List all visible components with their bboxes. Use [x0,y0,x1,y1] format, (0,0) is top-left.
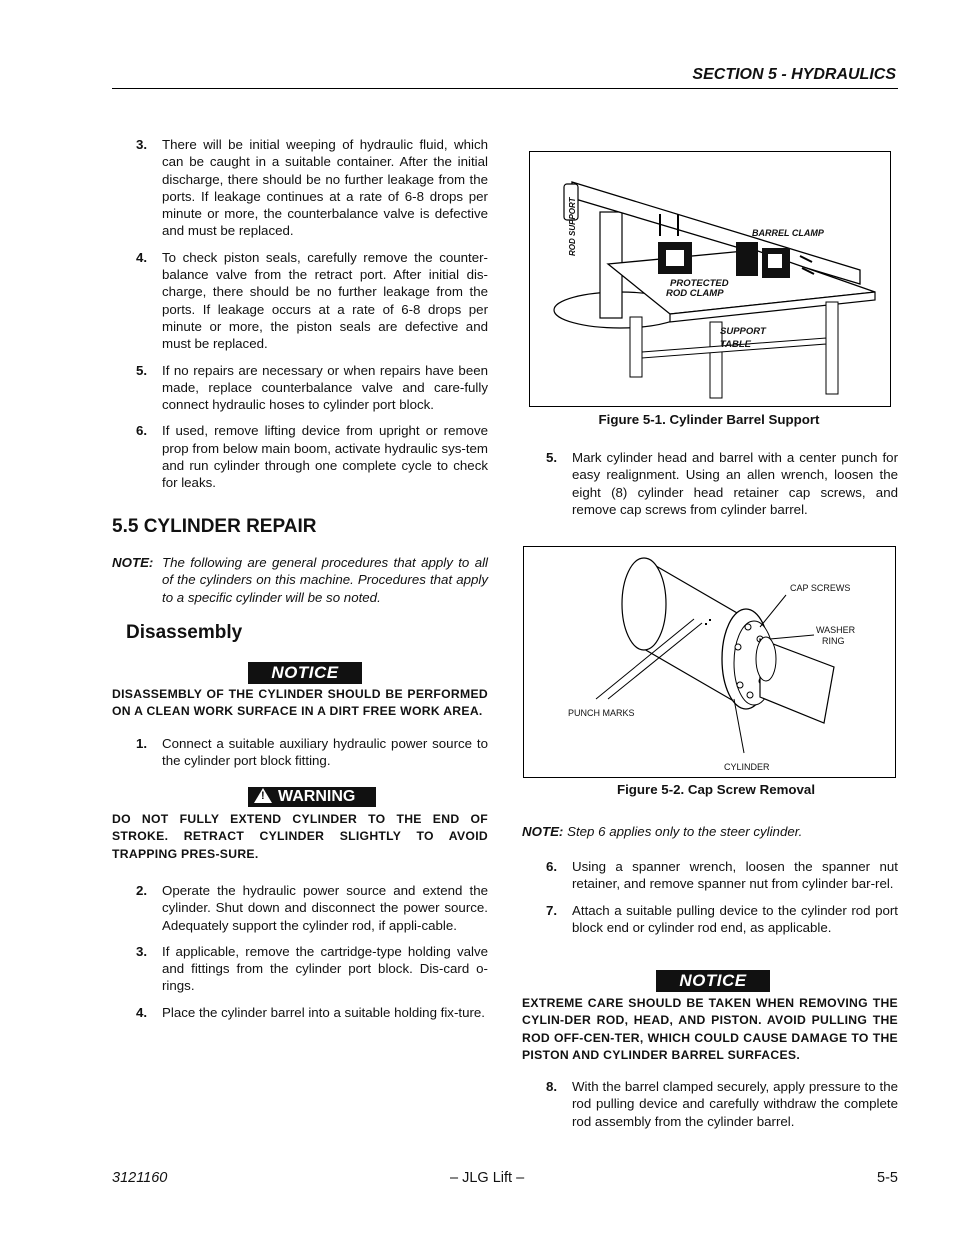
warning-icon: ! [254,788,272,803]
section-header-title: SECTION 5 - HYDRAULICS [692,66,896,83]
warning-badge [248,787,376,807]
cap-screws-label: CAP SCREWS [790,583,851,593]
table-label: TABLE [720,339,751,350]
note-text: The following are general procedures that apply to all of the cylinders on this machine. Procedures that apply to a specific cylinder will be so noted. [162,555,488,605]
note-block-right [522,823,898,840]
item-number: 2. [136,883,148,898]
rod-support-label: ROD SUPPORT [568,197,577,256]
item-number: 3. [136,137,148,152]
list-item [522,858,898,893]
footer-page-number: 5-5 [877,1170,898,1186]
list-item [112,362,488,414]
figure-5-2-caption: Figure 5-2. Cap Screw Removal [616,782,816,797]
list-item [112,422,488,491]
washer-label: WASHER [816,625,856,635]
item-text: To check piston seals, carefully remove the counter-balance valve from the retract port. After initial dis-charge, there should be no further leakage from the ports. If leakage occurs at a rate of 6-8 drops per minute or more, the piston seals are defective and must be replaced. [162,249,488,352]
step-8 [522,1078,898,1139]
list-item [112,735,488,770]
list-item [112,943,488,995]
figure-5-1 [529,151,891,407]
figure-5-1-caption: Figure 5-1. Cylinder Barrel Support [598,412,820,427]
support-label: SUPPORT [720,326,766,337]
item-text: There will be initial weeping of hydraulic fluid, which can be caught in a suitable container. After the initial discharge, there should be no further leakage from the ports. If leakage continues at a rate of 6-8 drops per minute or more, the counterbalance valve is defective and must be replaced. [162,137,488,239]
steps-2-4 [112,882,488,1030]
item-number: 4. [136,1004,148,1020]
note-label: NOTE: [112,555,154,570]
warning-box [248,787,376,807]
figure-5-2 [523,546,896,778]
warning-text: DO NOT FULLY EXTEND CYLINDER TO THE END OF STROKE. RETRACT CYLINDER SLIGHTLY TO AVOID TRAPPING PRES-SURE. [112,812,488,861]
item-text: Mark cylinder head and barrel with a center punch for easy realignment. Using an allen wrench, loosen the eight (8) cylinder head retainer cap screws, and remove cap screws from cylinder barrel. [572,450,898,517]
footer-doc-number: 3121160 [112,1170,168,1186]
note-text: Step 6 applies only to the steer cylinder. [567,824,803,839]
item-number: 5. [546,450,558,465]
item-text: If used, remove lifting device from upright or remove prop from below main boom, activate hydraulic sys-tem and run cylinder through one complete cycle to check for leaks. [162,423,488,491]
left-column [112,136,488,501]
notice-badge-right [656,970,770,992]
item-number: 4. [136,249,148,265]
note-block [112,554,488,606]
warning-label: WARNING [278,788,356,805]
list-item [522,902,898,937]
section-heading: 5.5 CYLINDER REPAIR [112,516,317,537]
cylinder-label: CYLINDER [724,762,770,772]
subheading-disassembly: Disassembly [126,622,243,643]
list-item [112,249,488,353]
punch-marks-label: PUNCH MARKS [568,708,635,718]
footer-center: – JLG Lift – [450,1170,525,1186]
list-item [112,882,488,934]
item-text: Attach a suitable pulling device to the cylinder rod port block end or cylinder rod end, as applicable. [572,902,898,935]
notice-text-right: EXTREME CARE SHOULD BE TAKEN WHEN REMOVING THE CYLIN-DER ROD, HEAD, AND PISTON. AVOID PULLING THE ROD OFF-CEN-TER, WHICH COULD CAUSE DAMAGE TO THE PISTON AND CYLINDER BARREL SURFACES. [522,996,898,1062]
item-number: 6. [136,423,148,439]
notice-badge [248,662,362,684]
steps-6-7 [522,858,898,945]
item-number: 1. [136,736,148,751]
notice-label: NOTICE [656,970,770,992]
list-item [522,449,898,518]
item-number: 8. [546,1079,558,1094]
rod-clamp-label: ROD CLAMP [666,288,724,299]
item-text: If applicable, remove the cartridge-type holding valve and fittings from the cylinder port block. Dis-card o-rings. [162,943,488,994]
step-5-right [522,449,898,527]
item-text: With the barrel clamped securely, apply pressure to the rod pulling device and carefully withdraw the complete rod assembly from the cylinder barrel. [572,1079,898,1129]
item-number: 7. [546,902,558,918]
item-number: 6. [546,859,558,874]
item-number: 5. [136,362,148,378]
note-label: NOTE: [522,824,564,839]
barrel-clamp-label: BARREL CLAMP [752,228,824,238]
item-text: Using a spanner wrench, loosen the spanner nut retainer, and remove spanner nut from cylinder bar-rel. [572,859,898,892]
item-number: 3. [136,943,148,959]
item-text: Connect a suitable auxiliary hydraulic power source to the cylinder port block fitting. [162,736,488,769]
item-text: Place the cylinder barrel into a suitable holding fix-ture. [162,1004,485,1020]
notice-label: NOTICE [248,662,362,684]
header-divider [112,88,898,89]
item-text: Operate the hydraulic power source and extend the cylinder. Shut down and disconnect the power source. Adequately support the cylinder rod, if appli-cable. [162,883,488,933]
protected-label: PROTECTED [670,278,729,289]
item-text: If no repairs are necessary or when repairs have been made, replace counterbalance valve and care-fully connect hydraulic hoses to cylinder port block. [162,362,488,413]
step-1 [112,735,488,779]
cap-screw-removal-illustration [524,547,895,777]
ring-label: RING [822,636,845,646]
list-item [112,136,488,240]
notice-text: DISASSEMBLY OF THE CYLINDER SHOULD BE PERFORMED ON A CLEAN WORK SURFACE IN A DIRT FREE WORK AREA. [112,687,488,719]
list-item [112,1004,488,1021]
list-item [522,1078,898,1130]
